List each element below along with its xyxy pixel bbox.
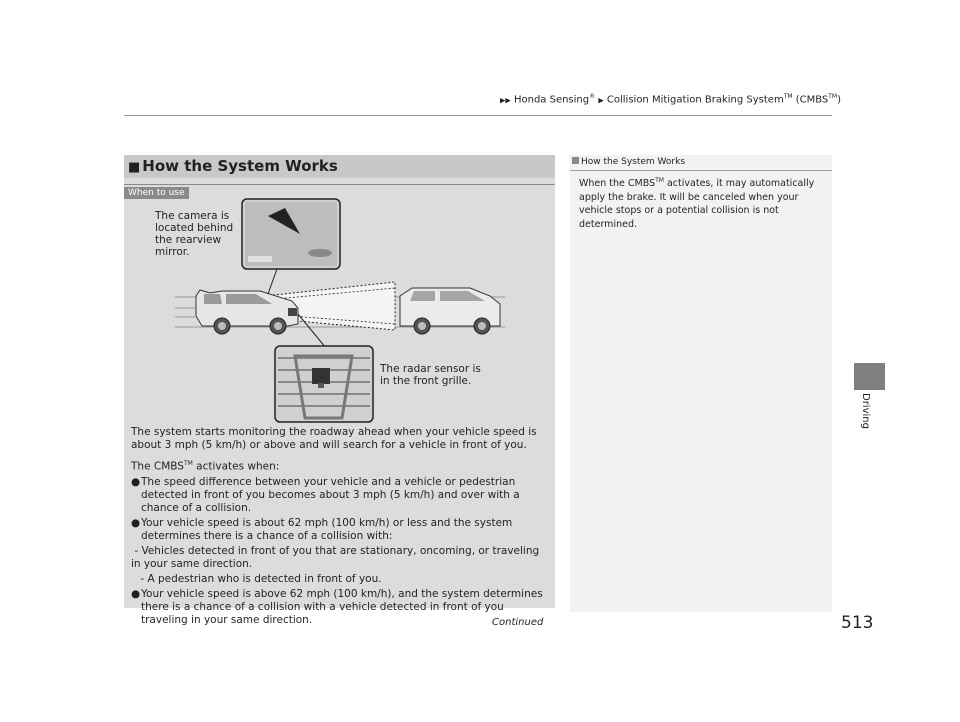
trademark-mark: TM [183, 460, 193, 467]
bullet-item [131, 588, 551, 627]
chapter-tab-text: Driving [860, 393, 871, 429]
page-number: 513 [841, 613, 874, 633]
breadcrumb-arrow-icon: ▶ [598, 96, 604, 105]
radar-label-line: in the front grille. [380, 375, 472, 387]
activates-prefix: The CMBS [131, 460, 184, 473]
radar-label-line: The radar sensor is [380, 363, 481, 375]
camera-label-line: the rearview [155, 234, 222, 246]
activates-suffix: activates when: [192, 460, 280, 473]
radar-location-label [380, 363, 481, 387]
breadcrumb [500, 93, 841, 105]
when-to-use-tag: When to use [124, 187, 189, 199]
bullet-icon: ● [131, 516, 141, 529]
camera-label-line: mirror. [155, 246, 190, 258]
section-rule [124, 184, 555, 185]
camera-label-line: located behind [155, 222, 234, 234]
breadcrumb-item-honda-sensing[interactable]: Honda Sensing [513, 94, 590, 106]
chapter-tab-label [846, 393, 892, 437]
camera-callout-graphic [242, 199, 340, 269]
section-square-icon: ■ [128, 160, 141, 175]
section-title [128, 157, 338, 175]
registered-mark: ® [589, 93, 596, 100]
bullet-text: Your vehicle speed is above 62 mph (100 km/h), and the system determines there is a chance of a collision with a vehicle detected in front of you traveling in your same direction. [141, 587, 543, 626]
header-rule [124, 115, 832, 116]
note-text-suffix: activates, it may automatically apply the brake. It will be canceled when your vehicle stops or a potential collision is not determined. [579, 178, 815, 230]
intro-paragraph: The system starts monitoring the roadway ahead when your vehicle speed is about 3 mph (5 km/h) or above and will search for a vehicle in front of you. [131, 426, 537, 451]
sub-item: - A pedestrian who is detected in front of you. [137, 572, 382, 585]
trademark-mark: TM [783, 93, 793, 100]
sub-item: - Vehicles detected in front of you that are stationary, oncoming, or traveling in your same direction. [131, 544, 543, 570]
bullet-item [131, 517, 551, 543]
camera-label-line: The camera is [155, 210, 230, 222]
breadcrumb-arrow-icon: ▶▶ [500, 96, 511, 105]
side-note-rule [570, 170, 832, 171]
note-reference-icon [572, 157, 579, 164]
breadcrumb-abbrev: (CMBS [792, 94, 829, 106]
breadcrumb-abbrev-close: ) [837, 94, 842, 106]
activates-heading [131, 457, 551, 474]
camera-location-label [155, 210, 233, 258]
bullet-icon: ● [131, 475, 141, 488]
trademark-mark: TM [828, 93, 838, 100]
section-title-text: How the System Works [142, 157, 338, 175]
note-text-prefix: When the CMBS [579, 178, 656, 190]
breadcrumb-item-cmbs[interactable]: Collision Mitigation Braking System [606, 94, 784, 106]
radar-callout-graphic [275, 346, 373, 422]
body-text [131, 426, 551, 629]
bullet-icon: ● [131, 587, 141, 600]
bullet-text: Your vehicle speed is about 62 mph (100 km/h) or less and the system determines there is a chance of a collision with: [141, 516, 513, 542]
side-note-text [579, 174, 827, 231]
bullet-text: The speed difference between your vehicle and a vehicle or pedestrian detected in front of you becomes about 3 mph (5 km/h) and over with a chance of a collision. [141, 475, 520, 514]
chapter-tab-marker[interactable] [854, 363, 885, 390]
side-note-title-text: How the System Works [581, 157, 686, 167]
side-note-title [572, 157, 685, 167]
bullet-item [131, 476, 551, 515]
continued-label: Continued [492, 617, 544, 628]
trademark-mark: TM [655, 177, 664, 184]
